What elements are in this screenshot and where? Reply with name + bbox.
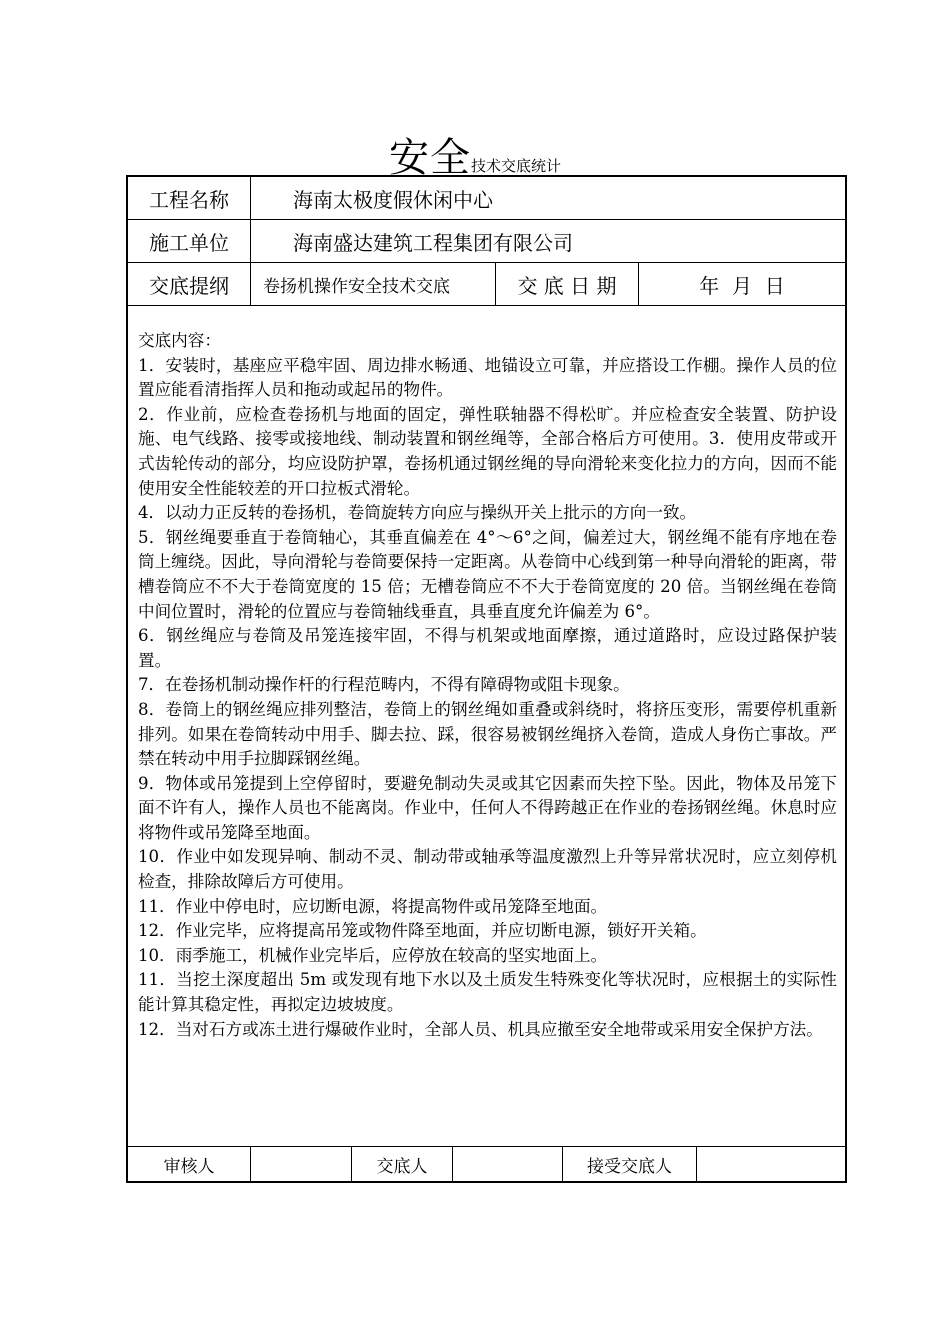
discloser-label: 交底人 [352, 1147, 453, 1181]
content-item-2-3: 2．作业前，应检查卷扬机与地面的固定，弹性联轴器不得松旷。并应检查安全装置、防护设施、电气线路、接零或接地线、制动装置和钢丝绳等，全部合格后方可使用。3．使用皮带或开式齿轮传动的部分，均应设防护罩，卷扬机通过钢丝绳的导向滑轮来变化拉力的方向，因而不能使用安全性能较差的开口拉板式滑轮。 [138, 404, 837, 498]
receiver-label: 接受交底人 [563, 1147, 697, 1181]
content-item-4: 4．以动力正反转的卷扬机，卷筒旋转方向应与操纵开关上批示的方向一致。 [138, 503, 697, 523]
content-item-10b: 10．雨季施工，机械作业完毕后，应停放在较高的坚实地面上。 [138, 945, 608, 965]
date-value: 年 月 日 [699, 273, 785, 298]
reviewer-label: 审核人 [128, 1147, 251, 1181]
document-title [0, 126, 950, 181]
project-value: 海南太极度假休闲中心 [293, 187, 493, 212]
reviewer-signature [251, 1147, 352, 1181]
date-label: 交 底 日 期 [496, 263, 639, 305]
unit-value: 海南盛达建筑工程集团有限公司 [293, 230, 573, 255]
content-item-11: 11．作业中停电时，应切断电源，将提高物件或吊笼降至地面。 [138, 896, 608, 916]
receiver-signature [697, 1147, 845, 1181]
content-item-7: 7．在卷扬机制动操作杆的行程范畴内，不得有障碍物或阻卡现象。 [138, 675, 630, 695]
project-label: 工程名称 [128, 177, 251, 219]
row-unit [128, 220, 845, 263]
title-sub: 技术交底统计 [470, 157, 561, 175]
signature-row [128, 1146, 845, 1181]
content-item-12: 12．作业完毕，应将提高吊笼或物件降至地面，并应切断电源，锁好开关箱。 [138, 921, 707, 941]
unit-label: 施工单位 [128, 220, 251, 262]
content-item-10: 10．作业中如发现异响、制动不灵、制动带或轴承等温度激烈上升等异常状况时，应立刻停机检查，排除故障后方可使用。 [138, 847, 837, 892]
title-main: 安全 [388, 135, 471, 181]
content-item-11b: 11．当挖土深度超出 5m 或发现有地下水以及土质发生特殊变化等状况时，应根据土的实际性能计算其稳定性，再拟定边坡坡度。 [138, 970, 837, 1015]
disclosure-table [126, 175, 847, 1183]
row-project [128, 177, 845, 220]
content-item-5: 5．钢丝绳要垂直于卷筒轴心，其垂直偏差在 4°～6°之间，偏差过大，钢丝绳不能有序地在卷筒上缠绕。因此，导向滑轮与卷筒要保持一定距离。从卷筒中心线到第一种导向滑轮的距离，带槽卷筒应不不大于卷筒宽度的 15 倍；无槽卷筒应不不大于卷筒宽度的 20 倍。当钢丝绳在卷筒中间位置时，滑轮的位置应与卷筒轴线垂直，具垂直度允许偏差为 6°。 [138, 527, 837, 621]
disclosure-content [138, 329, 837, 1042]
content-item-12b: 12．当对石方或冻土进行爆破作业时，全部人员、机具应撤至安全地带或采用安全保护方法。 [138, 1019, 823, 1039]
content-heading: 交底内容： [138, 331, 221, 350]
outline-label: 交底提纲 [128, 263, 251, 305]
row-outline [128, 263, 845, 306]
content-item-8: 8．卷筒上的钢丝绳应排列整洁，卷筒上的钢丝绳如重叠或斜绕时，将挤压变形，需要停机重新排列。如果在卷筒转动中用手、脚去拉、踩，很容易被钢丝绳挤入卷筒，造成人身伤亡事故。严禁在转动中用手拉脚踩钢丝绳。 [138, 699, 837, 769]
discloser-signature [453, 1147, 563, 1181]
content-item-1: 1．安装时，基座应平稳牢固、周边排水畅通、地锚设立可靠，并应搭设工作棚。操作人员的位置应能看清指挥人员和拖动或起吊的物件。 [138, 355, 837, 400]
outline-value: 卷扬机操作安全技术交底 [251, 263, 496, 305]
content-item-6: 6．钢丝绳应与卷筒及吊笼连接牢固，不得与机架或地面摩擦，通过道路时，应设过路保护装置。 [138, 626, 837, 670]
content-item-9: 9．物体或吊笼提到上空停留时，要避免制动失灵或其它因素而失控下坠。因此，物体及吊笼下面不许有人，操作人员也不能离岗。作业中，任何人不得跨越正在作业的卷扬钢丝绳。休息时应将物件或吊笼降至地面。 [138, 773, 837, 842]
